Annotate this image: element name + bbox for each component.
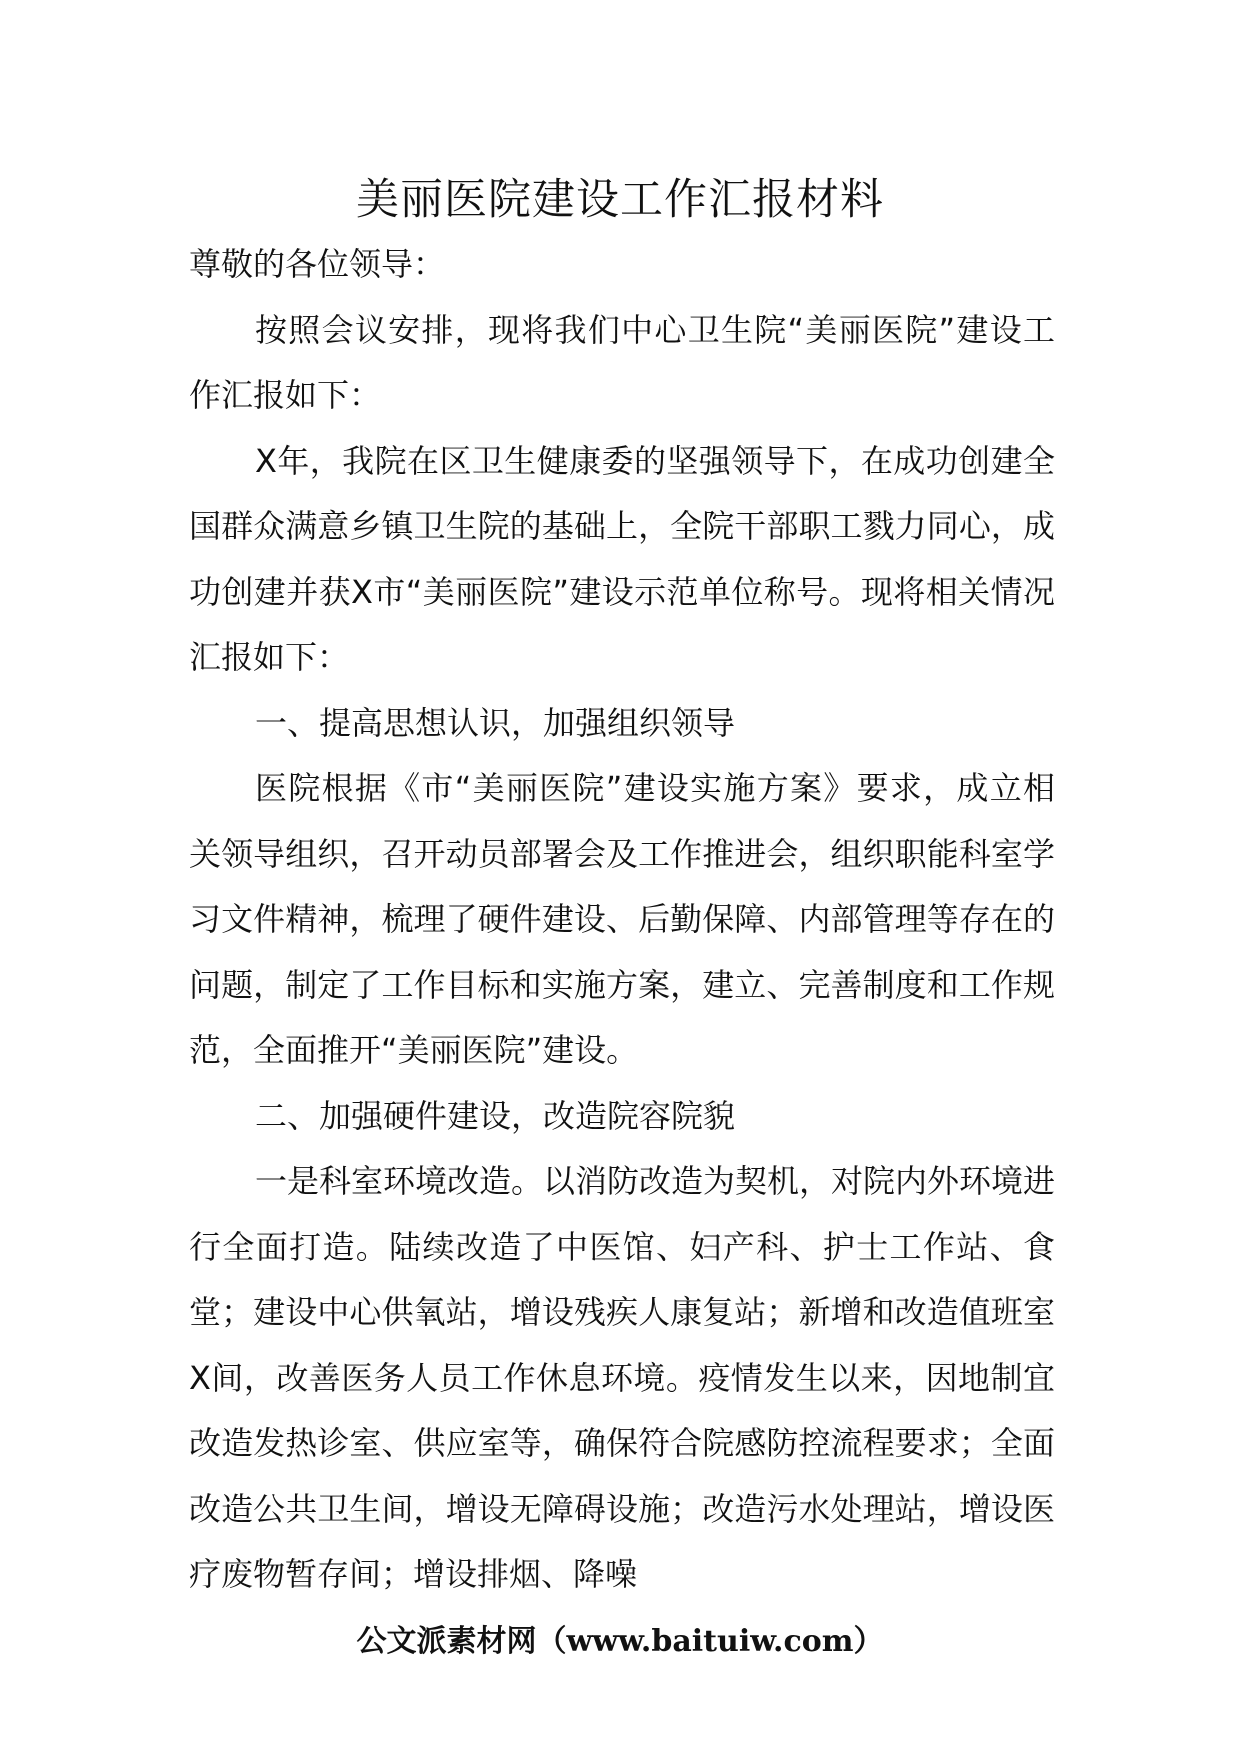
section-2-heading: 二、加强硬件建设，改造院容院貌 bbox=[255, 1096, 736, 1135]
section-2-paragraph: 一是科室环境改造。以消防改造为契机，对院内外环境进行全面打造。陆续改造了中医馆、妇产科、护士工作站、食堂；建设中心供氧站，增设残疾人康复站；新增和改造值班室X间，改善医务人员工作休息环境。疫情发生以来，因地制宜改造发热诊室、供应室等，确保符合院感防控流程要求；全面改造公共卫生间，增设无障碍设施；改造污水处理站，增设医疗废物暂存间；增设排烟、降噪 bbox=[189, 1162, 1056, 1593]
overview-paragraph: X年，我院在区卫生健康委的坚强领导下，在成功创建全国群众满意乡镇卫生院的基础上，全院干部职工戮力同心，成功创建并获X市“美丽医院”建设示范单位称号。现将相关情况汇报如下： bbox=[189, 441, 1055, 676]
salutation: 尊敬的各位领导： bbox=[189, 245, 446, 283]
section-1-paragraph: 医院根据《市“美丽医院”建设实施方案》要求，成立相关领导组织，召开动员部署会及工作推进会，组织职能科室学习文件精神，梳理了硬件建设、后勤保障、内部管理等存在的问题，制定了工作目标和实施方案，建立、完善制度和工作规范，全面推开“美丽医院”建设。 bbox=[189, 769, 1055, 1069]
intro-paragraph: 按照会议安排，现将我们中心卫生院“美丽医院”建设工作汇报如下： bbox=[189, 310, 1055, 414]
document-title: 美丽医院建设工作汇报材料 bbox=[356, 175, 884, 225]
section-1-heading: 一、提高思想认识，加强组织领导 bbox=[255, 703, 736, 742]
document-body bbox=[189, 232, 1055, 1608]
footer-watermark: 公文派素材网（www.baituiw.com） bbox=[356, 1624, 884, 1659]
